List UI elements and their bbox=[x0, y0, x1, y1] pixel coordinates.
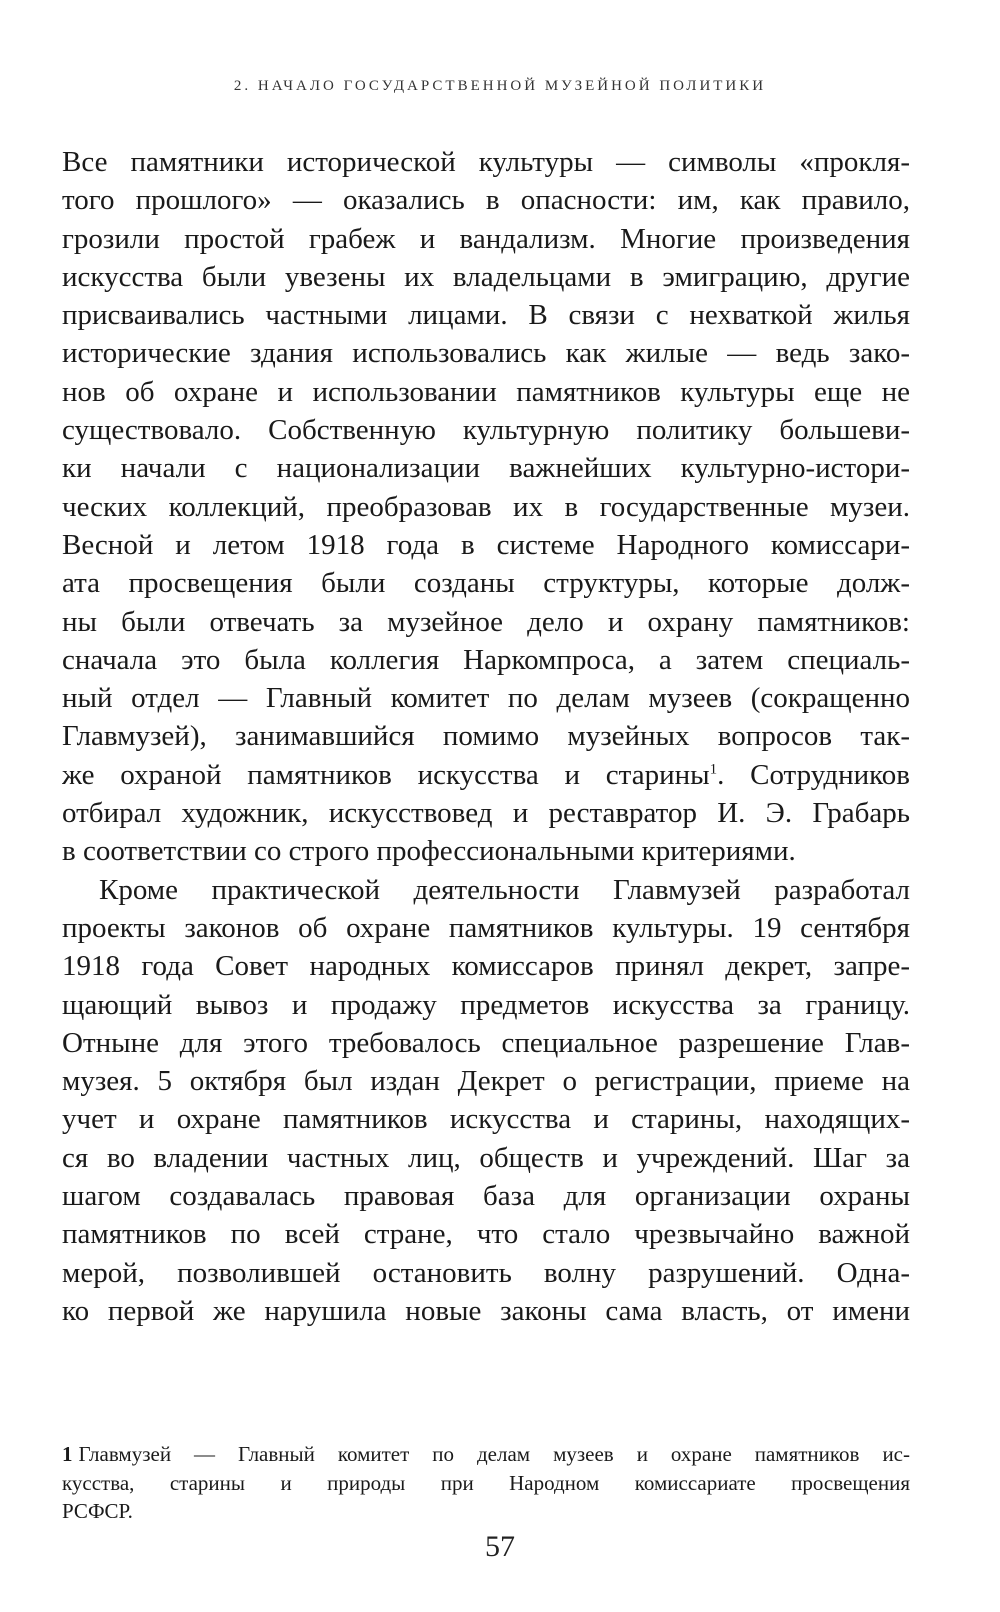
text-line: ки начали с национализации важнейших культурно-истори- bbox=[62, 452, 910, 485]
text-line: шагом создавалась правовая база для организации охраны bbox=[62, 1180, 910, 1213]
text-line: памятников по всей стране, что стало чрезвычайно важной bbox=[62, 1218, 910, 1251]
footnote-line bbox=[62, 1440, 910, 1469]
text-segment: Главмузей — Главный комитет по делам музеев и охране памятников ис- bbox=[78, 1442, 910, 1466]
text-line: ческих коллекций, преобразовав их в государственные музеи. bbox=[62, 490, 910, 523]
footnote bbox=[62, 1440, 910, 1526]
text-line: ата просвещения были созданы структуры, которые долж- bbox=[62, 567, 910, 600]
text-line: нов об охране и использовании памятников культуры еще не bbox=[62, 375, 910, 408]
text-line-with-footnote-ref bbox=[62, 756, 910, 794]
footnote-line: кусства, старины и природы при Народном комиссариате просвещения bbox=[62, 1470, 910, 1495]
page-number: 57 bbox=[485, 1530, 515, 1563]
paragraph-1 bbox=[62, 143, 910, 871]
text-line: учет и охране памятников искусства и старины, находящих- bbox=[62, 1103, 910, 1136]
text-line: Главмузей), занимавшийся помимо музейных вопросов так- bbox=[62, 720, 910, 753]
text-line: ко первой же нарушила новые законы сама власть, от имени bbox=[62, 1294, 910, 1327]
text-segment: же охраной памятников искусства и старины bbox=[62, 758, 710, 791]
text-line: в соответствии со строго профессиональными критериями. bbox=[62, 835, 796, 868]
text-line: ный отдел — Главный комитет по делам музеев (сокращенно bbox=[62, 682, 910, 715]
text-line: исторические здания использовались как жилые — ведь зако- bbox=[62, 337, 910, 370]
text-line: проекты законов об охране памятников культуры. 19 сентября bbox=[62, 911, 910, 944]
text-line: музея. 5 октября был издан Декрет о регистрации, приеме на bbox=[62, 1065, 910, 1098]
text-line: щающий вывоз и продажу предметов искусства за границу. bbox=[62, 988, 910, 1021]
running-head: 2. НАЧАЛО ГОСУДАРСТВЕННОЙ МУЗЕЙНОЙ ПОЛИТИКИ bbox=[233, 78, 767, 94]
text-line: отбирал художник, искусствовед и реставратор И. Э. Грабарь bbox=[62, 797, 910, 830]
paragraph-2 bbox=[62, 871, 910, 1331]
text-line: мерой, позволившей остановить волну разрушений. Одна- bbox=[62, 1256, 910, 1289]
text-line: ны были отвечать за музейное дело и охрану памятников: bbox=[62, 605, 910, 638]
footnote-line: РСФСР. bbox=[62, 1499, 133, 1523]
footnote-ref[interactable]: 1 bbox=[709, 761, 718, 778]
text-line: сначала это была коллегия Наркомпроса, а затем специаль- bbox=[62, 643, 910, 676]
body-text bbox=[62, 143, 910, 1330]
text-line: присваивались частными лицами. В связи с нехваткой жилья bbox=[62, 299, 910, 332]
text-line: существовало. Собственную культурную политику большеви- bbox=[62, 414, 910, 447]
text-line: Все памятники исторической культуры — символы «прокля- bbox=[62, 146, 910, 178]
text-segment: . Сотрудников bbox=[717, 758, 910, 791]
text-line: искусства были увезены их владельцами в эмиграцию, другие bbox=[62, 260, 910, 293]
text-line: Кроме практической деятельности Главмузей разработал bbox=[99, 873, 910, 906]
text-line: Весной и летом 1918 года в системе Народного комиссари- bbox=[62, 528, 910, 561]
text-line: 1918 года Совет народных комиссаров принял декрет, запре- bbox=[62, 950, 910, 983]
text-line: того прошлого» — оказались в опасности: им, как правило, bbox=[62, 184, 910, 217]
text-line: Отныне для этого требовалось специальное разрешение Глав- bbox=[62, 1026, 910, 1059]
text-line: ся во владении частных лиц, обществ и учреждений. Шаг за bbox=[62, 1141, 910, 1174]
footnote-number: 1 bbox=[62, 1442, 73, 1466]
text-line: грозили простой грабеж и вандализм. Многие произведения bbox=[62, 222, 910, 255]
